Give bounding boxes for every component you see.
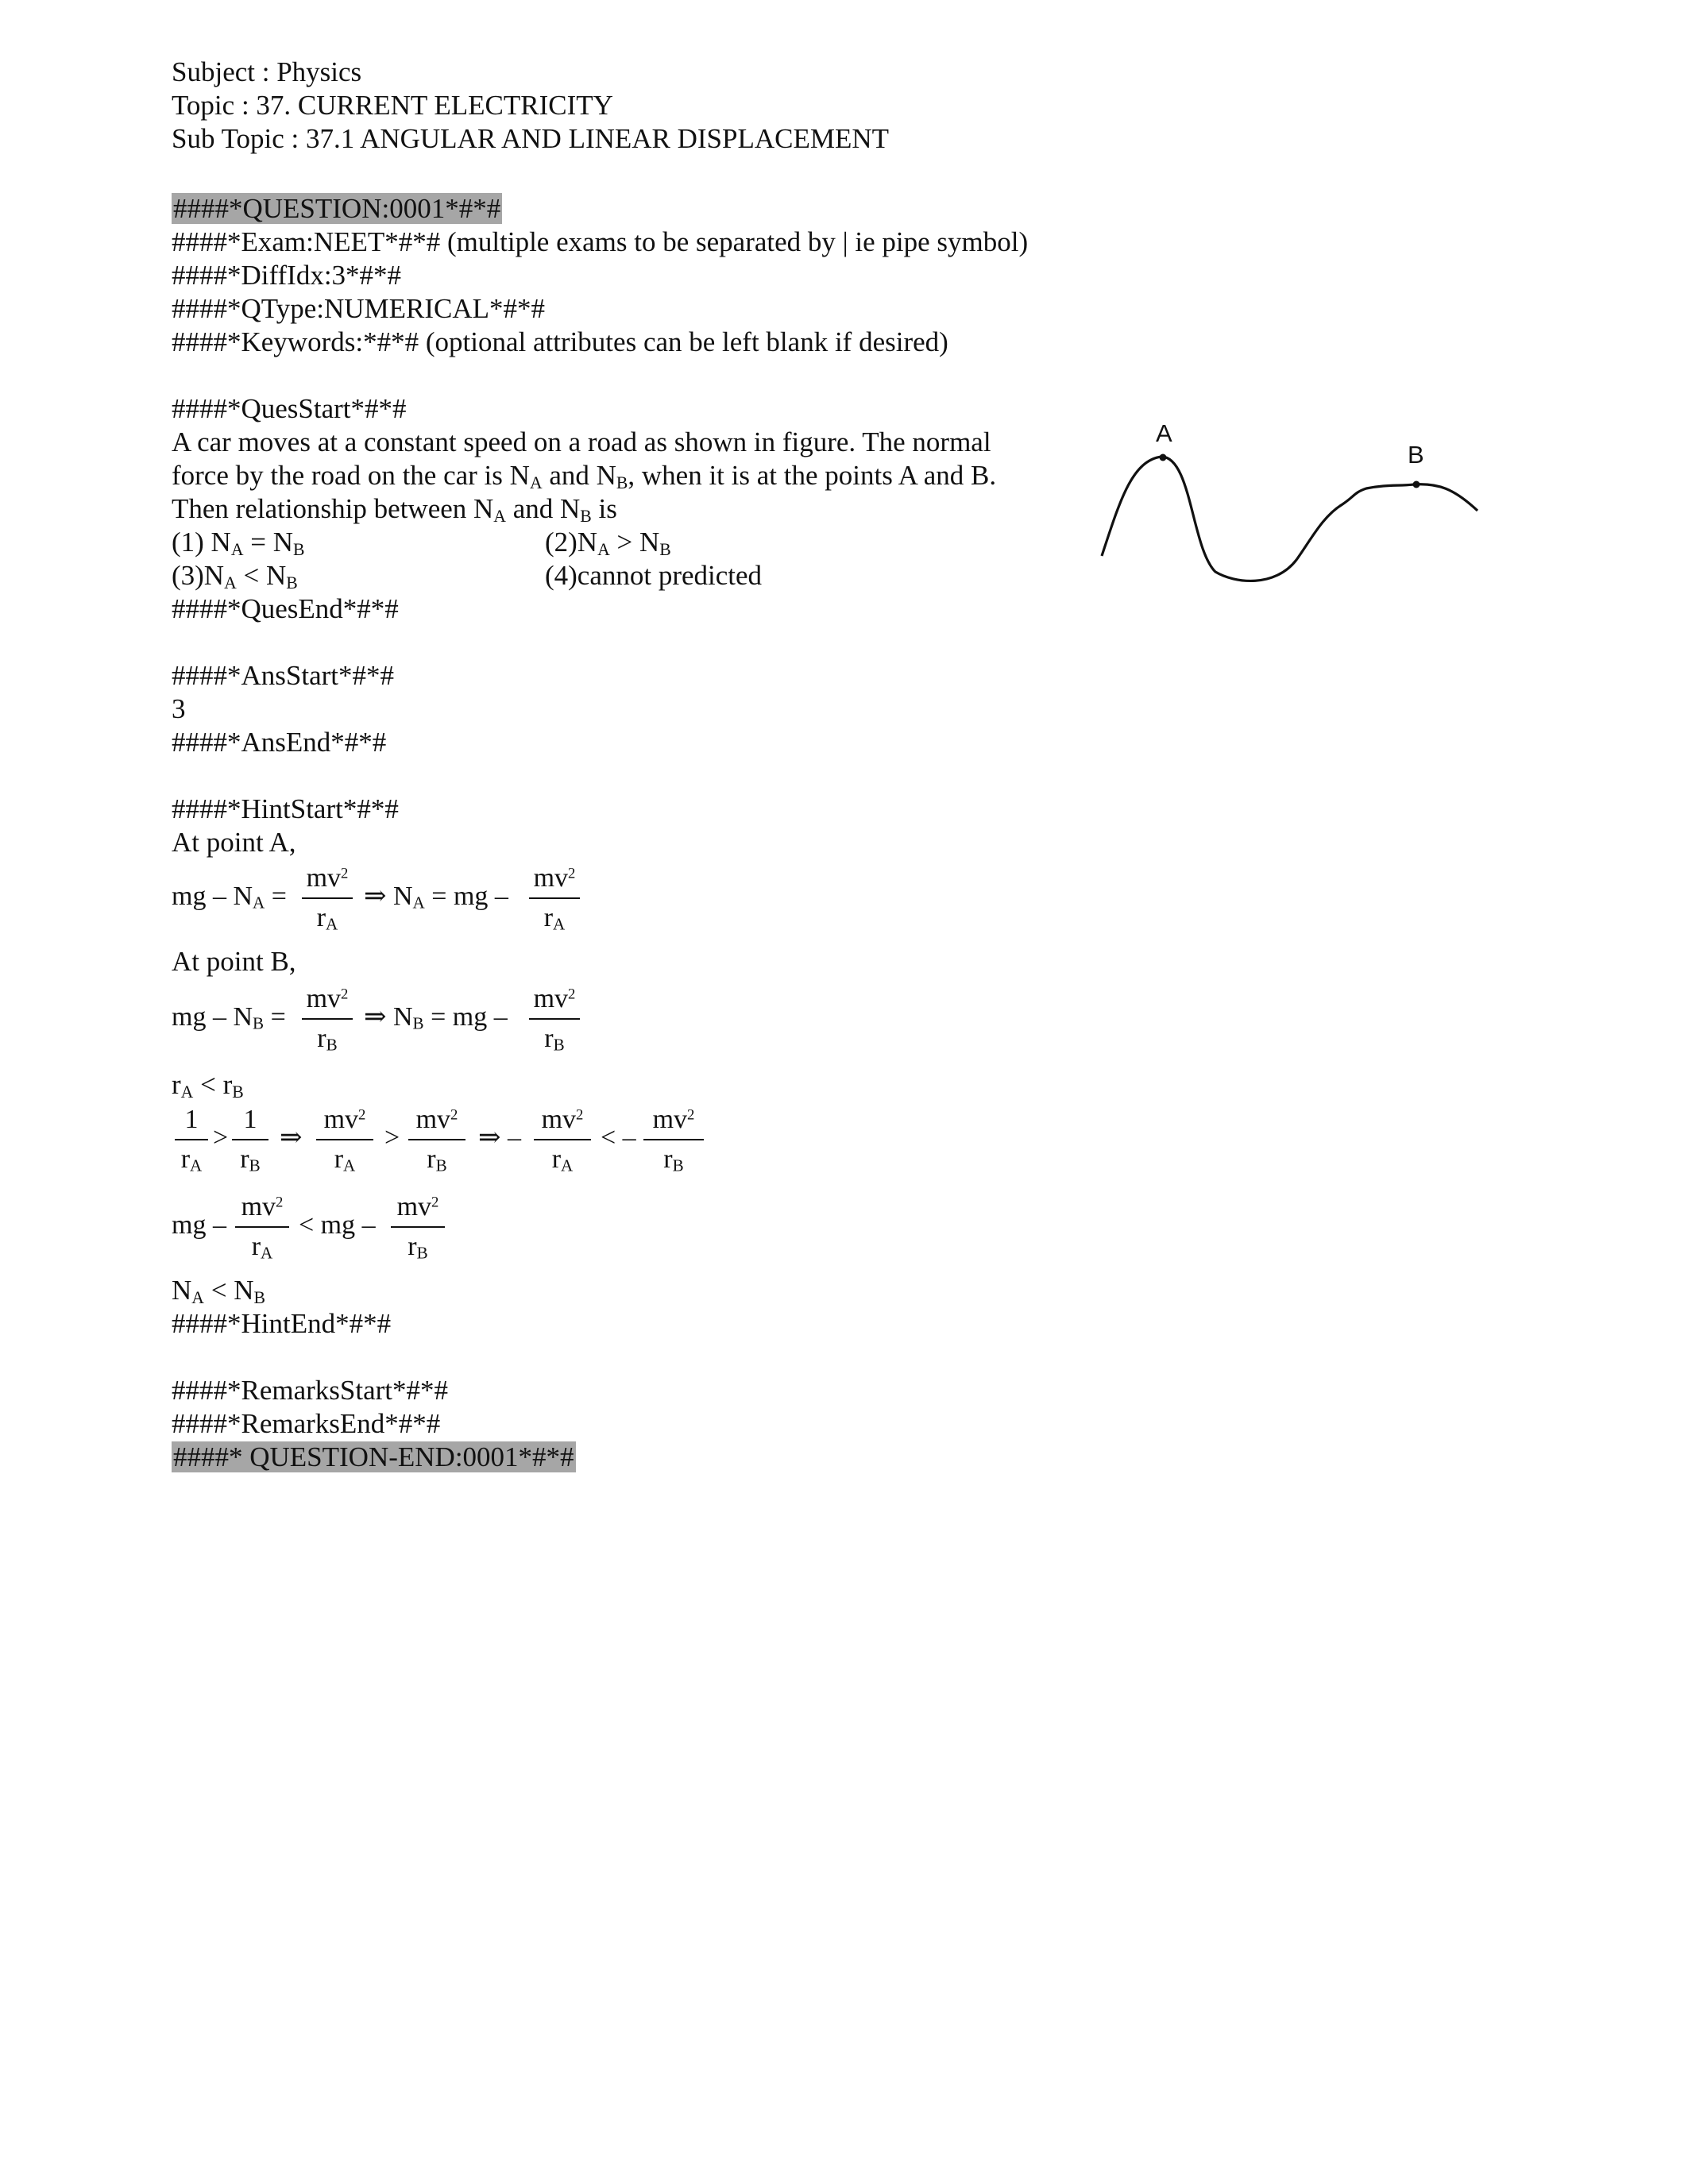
hint-end: ####*HintEnd*#*# [172,1308,392,1339]
difficulty-line: ####*DiffIdx:3*#*# [172,260,402,291]
normal-force-result: $N_A < N_B$ [172,1275,265,1307]
question-tag [172,192,502,226]
equation-a: mg – $N_A$ = $mv^2$ $r_A$ ⇒ $N_A$ = mg – $mv^2$ $r_A$ [172,862,648,950]
question-end-tag [172,1441,576,1474]
option-2: $(2)N_A > N_B$ [545,527,671,559]
question-line-2: force by the road on the car is $N_A$ and $N_B$, when it is at the points A and B. [172,460,997,492]
hint-start: ####*HintStart*#*# [172,793,399,824]
ques-end: ####*QuesEnd*#*# [172,593,399,624]
qtype-line: ####*QType:NUMERICAL*#*# [172,293,546,324]
subtopic-line: Sub Topic : 37.1 ANGULAR AND LINEAR DISPLACEMENT [172,123,890,154]
subject-line: Subject : Physics [172,56,362,87]
point-a-dot [1160,454,1167,461]
point-b-dot [1413,481,1420,488]
exam-line: ####*Exam:NEET*#*# (multiple exams to be separated by | ie pipe symbol) [172,226,1029,257]
question-end-highlight: ####* QUESTION-END:0001*#*# [173,1441,574,1472]
equation-b: mg – $N_B$ = $mv^2$ $r_B$ ⇒ $N_B$ = mg – $mv^2$ $r_B$ [172,983,648,1071]
road-figure [1096,421,1509,596]
ans-start: ####*AnsStart*#*# [172,660,394,691]
question-tag-highlight: ####*QUESTION:0001*#*# [173,193,501,224]
answer-value: 3 [172,693,186,724]
road-path [1102,457,1477,581]
option-1: (1) $N_A = N_B$ [172,527,305,559]
ques-start: ####*QuesStart*#*# [172,393,407,424]
option-4: (4)cannot predicted [545,560,763,591]
equation-inequality-chain: 1 $r_A$ > 1 $r_B$ ⇒ $mv^2$ $r_A$ > $mv^2$ $r_B$ ⇒ – $mv^2$ $r_A$ < – $mv^2$ $r_B$ [172,1104,728,1191]
equation-normal-comparison: mg – $mv^2$ $r_A$ < mg – $mv^2$ $r_B$ [172,1191,569,1279]
radius-comparison: $r_A < r_B$ [172,1069,244,1102]
hint-point-b: At point B, [172,946,296,977]
question-line-3: Then relationship between $N_A$ and $N_B$ is [172,493,617,526]
ans-end: ####*AnsEnd*#*# [172,727,387,758]
remarks-start: ####*RemarksStart*#*# [172,1375,449,1406]
remarks-end: ####*RemarksEnd*#*# [172,1408,441,1439]
option-3: $(3)N_A < N_B$ [172,560,298,592]
point-a-label: A [1156,419,1172,447]
question-line-1: A car moves at a constant speed on a road as shown in figure. The normal [172,426,991,457]
keywords-line: ####*Keywords:*#*# (optional attributes can be left blank if desired) [172,326,948,357]
point-b-label: B [1408,441,1424,469]
hint-point-a: At point A, [172,827,296,858]
topic-line: Topic : 37. CURRENT ELECTRICITY [172,90,613,121]
